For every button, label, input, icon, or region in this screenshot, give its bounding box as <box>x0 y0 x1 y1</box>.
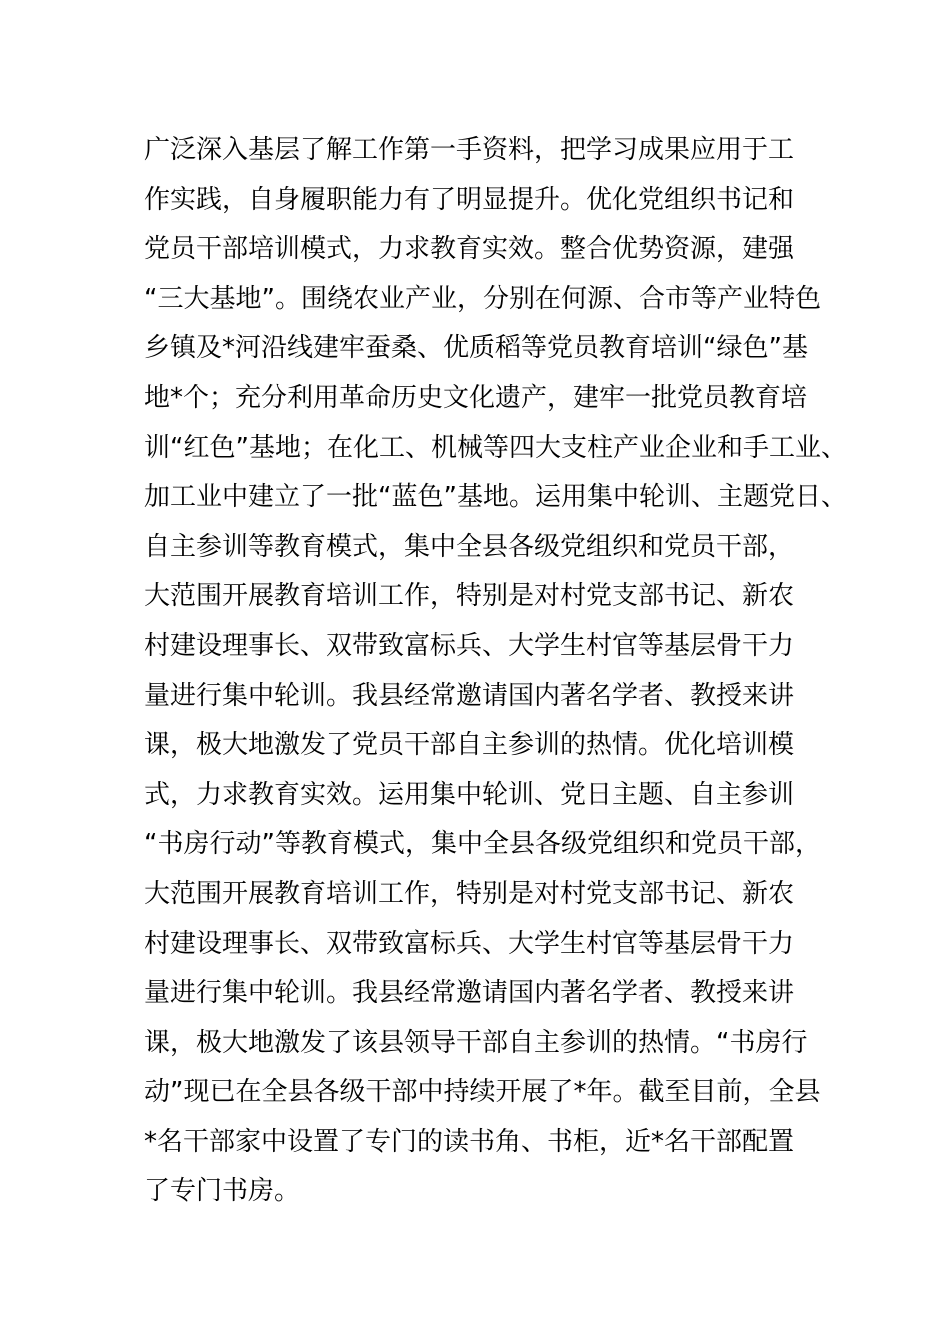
text-line: 训“红色”基地；在化工、机械等四大支柱产业企业和手工业、 <box>144 432 847 463</box>
text-line: 作实践，自身履职能力有了明显提升。优化党组织书记和 <box>144 184 795 215</box>
text-line: 村建设理事长、双带致富标兵、大学生村官等基层骨干力 <box>144 630 795 661</box>
text-line: 广泛深入基层了解工作第一手资料，把学习成果应用于工 <box>144 135 795 165</box>
text-line: 地*个；充分利用革命历史文化遗产，建牢一批党员教育培 <box>144 382 808 413</box>
text-line: 量进行集中轮训。我县经常邀请国内著名学者、教授来讲 <box>144 978 795 1009</box>
text-line: 了专门书房。 <box>144 1176 301 1207</box>
text-line: *名干部家中设置了专门的读书角、书柜，近*名干部配置 <box>144 1126 795 1157</box>
text-line: 村建设理事长、双带致富标兵、大学生村官等基层骨干力 <box>144 928 795 959</box>
text-line: 自主参训等教育模式，集中全县各级党组织和党员干部， <box>144 531 795 562</box>
text-line: 课，极大地激发了该县领导干部自主参训的热情。“书房行 <box>144 1027 808 1058</box>
text-line: 党员干部培训模式，力求教育实效。整合优势资源，建强 <box>144 234 795 265</box>
text-line: 加工业中建立了一批“蓝色”基地。运用集中轮训、主题党日、 <box>144 482 847 513</box>
text-line: 大范围开展教育培训工作，特别是对村党支部书记、新农 <box>144 581 795 612</box>
text-line: 式，力求教育实效。运用集中轮训、党日主题、自主参训 <box>144 779 795 810</box>
text-line: 乡镇及*河沿线建牢蚕桑、优质稻等党员教育培训“绿色”基 <box>144 333 808 364</box>
text-line: 动”现已在全县各级干部中持续开展了*年。截至目前，全县 <box>144 1077 821 1108</box>
text-line: 大范围开展教育培训工作，特别是对村党支部书记、新农 <box>144 878 795 909</box>
text-line: “书房行动”等教育模式，集中全县各级党组织和党员干部， <box>144 829 821 860</box>
text-line: “三大基地”。围绕农业产业，分别在何源、合市等产业特色 <box>144 283 821 314</box>
body-paragraph <box>144 126 847 1217</box>
text-line: 量进行集中轮训。我县经常邀请国内著名学者、教授来讲 <box>144 680 795 711</box>
text-line: 课，极大地激发了党员干部自主参训的热情。优化培训模 <box>144 730 795 761</box>
